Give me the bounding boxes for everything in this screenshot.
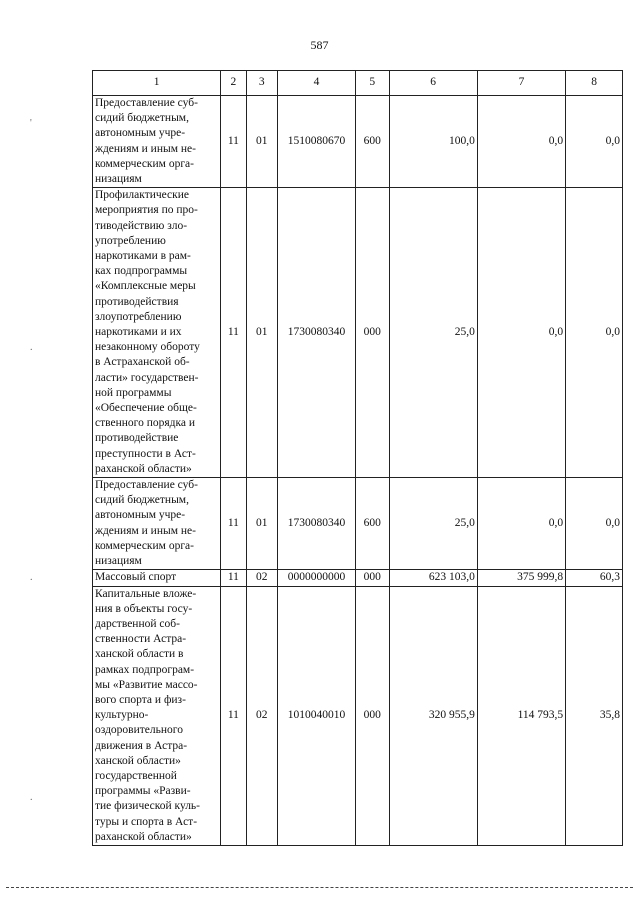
header-cell: 2 [221,71,246,96]
description-line: противодействия [95,295,179,308]
planned-amount: 623 103,0 [389,570,477,586]
description-line: ках подпрограммы [95,265,188,278]
description-line: тие физической куль- [95,800,201,813]
description-line: государственной [95,769,177,782]
description-line: программы «Разви- [95,785,191,798]
description-line: наркотиками в рам- [95,250,191,263]
description-line: ханской области в [95,648,184,661]
executed-amount: 0,0 [477,188,565,478]
subsection-code: 02 [246,570,278,586]
table-header-row [93,71,623,96]
executed-amount: 375 999,8 [477,570,565,586]
header-cell: 1 [93,71,221,96]
description-line: рамках подпрограм- [95,663,195,676]
budget-table [92,70,623,846]
header-cell: 5 [355,71,389,96]
description-line: раханской области» [95,830,192,843]
target-article-code: 1010040010 [278,586,356,845]
target-article-code: 1510080670 [278,96,356,188]
target-article-code: 1730080340 [278,478,356,570]
description-line: употреблению [95,234,166,247]
description-line: в Астраханской об- [95,356,190,369]
description-line: мы «Развитие массо- [95,678,198,691]
execution-percent: 0,0 [566,96,623,188]
description-line: автономным учре- [95,127,186,140]
target-article-code: 1730080340 [278,188,356,478]
expense-type-code: 600 [355,478,389,570]
subsection-code: 02 [246,586,278,845]
margin-mark: ' [30,118,32,129]
row-description [93,570,221,586]
row-description [93,478,221,570]
description-line: движения в Астра- [95,739,188,752]
description-line: оздоровительного [95,724,183,737]
description-line: «Обеспечение обще- [95,402,197,415]
row-description [93,188,221,478]
expense-type-code: 000 [355,586,389,845]
description-line: вого спорта и физ- [95,693,186,706]
description-line: сидий бюджетным, [95,112,189,125]
description-line: «Комплексные меры [95,280,196,293]
description-line: низациям [95,555,142,568]
header-cell: 8 [566,71,623,96]
table-row [93,586,623,845]
description-line: Предоставление суб- [95,479,198,492]
page-number: 587 [310,38,329,52]
section-code: 11 [221,478,246,570]
description-line: ной программы [95,386,172,399]
execution-percent: 60,3 [566,570,623,586]
expense-type-code: 000 [355,188,389,478]
description-line: злоупотреблению [95,310,182,323]
table-row [93,478,623,570]
description-line: противодействие [95,432,179,445]
description-line: культурно- [95,709,149,722]
description-line: Массовый спорт [95,571,177,584]
header-cell: 6 [389,71,477,96]
description-line: Профилактические [95,189,189,202]
header-cell: 4 [278,71,356,96]
subsection-code: 01 [246,96,278,188]
description-line: наркотиками и их [95,326,182,339]
margin-mark: . [30,342,33,353]
expense-type-code: 000 [355,570,389,586]
section-code: 11 [221,570,246,586]
margin-mark: . [30,572,33,583]
description-line: ния в объекты госу- [95,602,193,615]
description-line: тиводействию зло- [95,219,188,232]
table-row [93,188,623,478]
description-line: раханской области» [95,462,192,475]
row-description [93,586,221,845]
expense-type-code: 600 [355,96,389,188]
description-line: туры и спорта в Аст- [95,815,198,828]
subsection-code: 01 [246,478,278,570]
header-cell: 7 [477,71,565,96]
description-line: Предоставление суб- [95,97,198,109]
description-line: коммерческим орга- [95,157,194,170]
description-line: коммерческим орга- [95,539,194,552]
description-line: ственного порядка и [95,417,196,430]
subsection-code: 01 [246,188,278,478]
executed-amount: 0,0 [477,478,565,570]
description-line: мероприятия по про- [95,204,198,217]
target-article-code: 0000000000 [278,570,356,586]
executed-amount: 114 793,5 [477,586,565,845]
planned-amount: 320 955,9 [389,586,477,845]
description-line: дарственной соб- [95,617,180,630]
description-line: ждениям и иным не- [95,142,196,155]
execution-percent: 35,8 [566,586,623,845]
planned-amount: 100,0 [389,96,477,188]
planned-amount: 25,0 [389,478,477,570]
description-line: преступности в Аст- [95,447,196,460]
execution-percent: 0,0 [566,188,623,478]
description-line: незаконному обороту [95,341,200,354]
table-row [93,570,623,586]
description-line: сидий бюджетным, [95,494,189,507]
section-code: 11 [221,188,246,478]
row-description [93,96,221,188]
table-row [93,96,623,188]
execution-percent: 0,0 [566,478,623,570]
description-line: низациям [95,173,142,186]
section-code: 11 [221,96,246,188]
description-line: ханской области» [95,754,181,767]
planned-amount: 25,0 [389,188,477,478]
header-cell: 3 [246,71,278,96]
margin-mark: . [30,792,33,803]
footer-rule [6,887,633,888]
description-line: ственности Астра- [95,633,187,646]
description-line: автономным учре- [95,509,186,522]
executed-amount: 0,0 [477,96,565,188]
description-line: ждениям и иным не- [95,524,196,537]
description-line: ласти» государствен- [95,371,199,384]
section-code: 11 [221,586,246,845]
description-line: Капитальные вложе- [95,587,197,600]
